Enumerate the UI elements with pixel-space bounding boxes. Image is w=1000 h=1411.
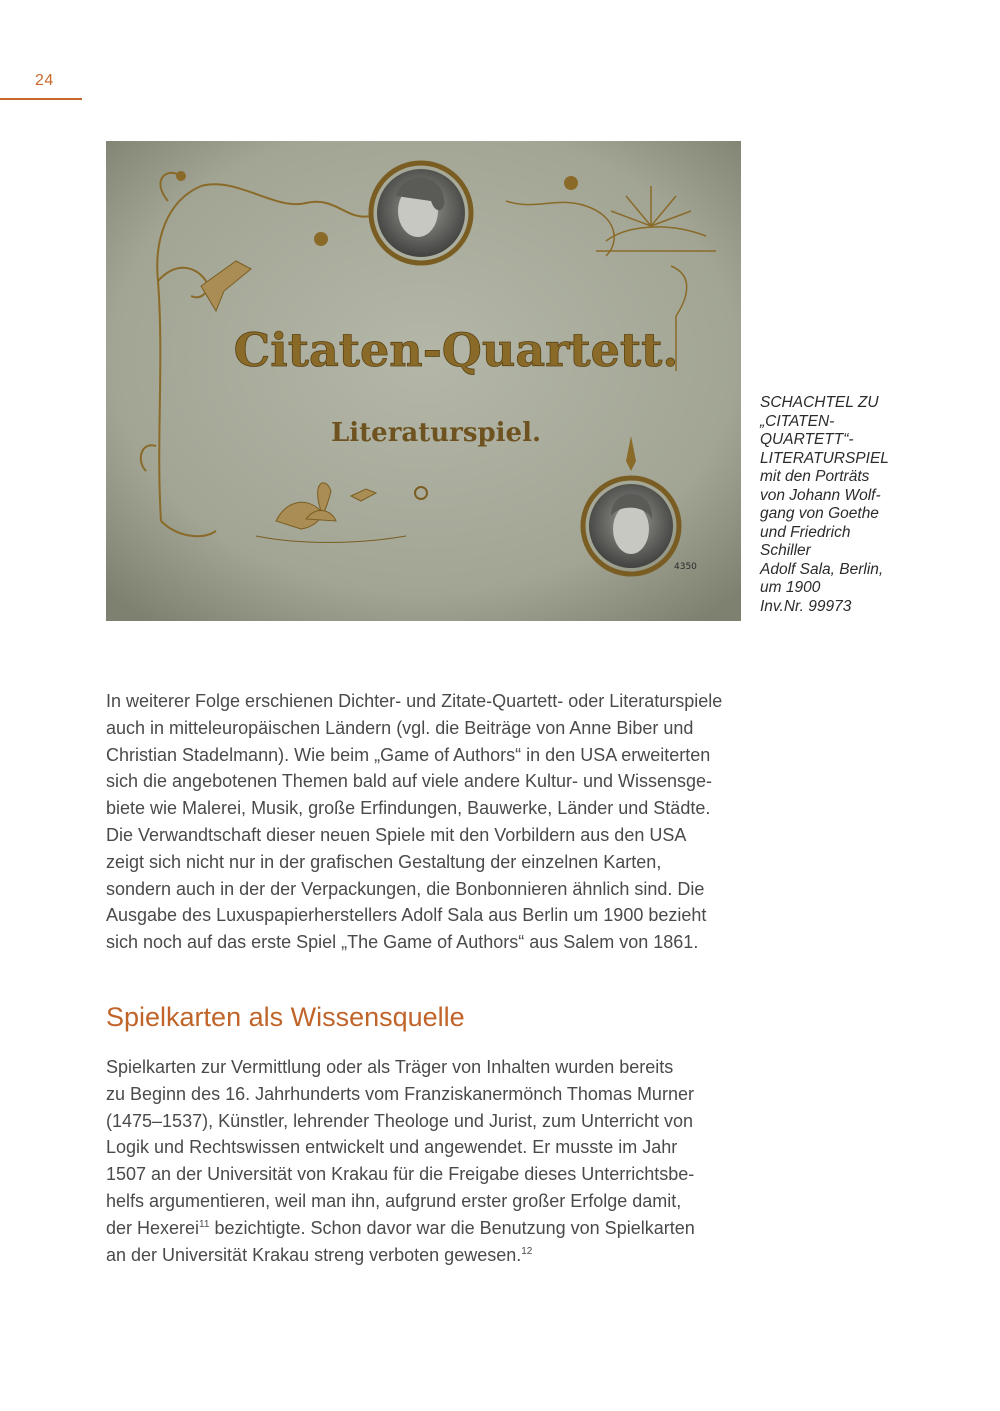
lotus-ornament [314, 232, 328, 246]
page-number: 24 [35, 72, 54, 89]
caption-line: und Friedrich [760, 523, 851, 541]
text-line: 1507 an der Universität von Krakau für die Freigabe dieses Unterrichtsbe- [106, 1164, 695, 1185]
text-line: Logik und Rechtswissen entwickelt und angewendet. Er musste im Jahr [106, 1137, 678, 1158]
caption-line: Schiller [760, 542, 811, 559]
caption-line: von Johann Wolf- [760, 486, 881, 504]
text-line: auch in mitteleuropäischen Ländern (vgl. die Beiträge von Anne Biber und [106, 717, 694, 738]
caption-line: Inv.Nr. 99973 [760, 597, 852, 615]
text-line: zu Beginn des 16. Jahrhunderts vom Franziskanermönch Thomas Murner [106, 1083, 694, 1104]
citaten-quartett-box-image [106, 141, 741, 621]
text-line [106, 1215, 766, 1242]
paragraph-spielkarten [106, 1054, 766, 1268]
text-line [106, 1242, 766, 1269]
box-catalog-number: 4350 [674, 562, 697, 572]
caption-title-line: QUARTETT“- [760, 431, 854, 448]
text-line: zeigt sich nicht nur in der grafischen Gestaltung der einzelnen Karten, [106, 851, 662, 872]
caption-title-line: LITERATURSPIEL [760, 449, 889, 467]
paragraph-dichter-quartett [106, 688, 766, 956]
caption-line: mit den Porträts [760, 468, 870, 485]
section-heading: Spielkarten als Wissensquelle [106, 1002, 465, 1032]
text-segment: der Hexerei [106, 1217, 200, 1238]
lotus-ornament [564, 176, 578, 190]
text-line: sich noch auf das erste Spiel „The Game of Authors“ aus Salem von 1861. [106, 932, 699, 953]
box-subtitle: Literaturspiel. [330, 418, 542, 448]
text-line: sondern auch in der der Verpackungen, die Bonbonnieren ähnlich sind. Die [106, 878, 705, 899]
caption-title-line: „CITATEN- [760, 412, 835, 430]
text-line: Spielkarten zur Vermittlung oder als Träger von Inhalten wurden bereits [106, 1057, 674, 1077]
goethe-portrait-medallion [371, 163, 471, 263]
text-line: In weiterer Folge erschienen Dichter- und Zitate-Quartett- oder Literaturspiele [106, 691, 723, 711]
text-line: (1475–1537), Künstler, lehrender Theologe und Jurist, zum Unterricht von [106, 1110, 694, 1131]
text-line: sich die angebotenen Themen bald auf viele andere Kultur- und Wissensge- [106, 771, 713, 792]
box-title: Citaten-Quartett. [233, 323, 679, 377]
text-line: biete wie Malerei, Musik, große Erfindungen, Bauwerke, Länder und Städte. [106, 798, 711, 819]
footnote-ref-12[interactable]: 12 [521, 1245, 533, 1257]
caption-line: gang von Goethe [760, 505, 879, 522]
text-line: Die Verwandtschaft dieser neuen Spiele mit den Vorbildern aus den USA [106, 824, 687, 845]
figure-caption [760, 394, 910, 616]
text-line: Christian Stadelmann). Wie beim „Game of Authors“ in den USA erweiterten [106, 744, 711, 765]
text-line: helfs argumentieren, weil man ihn, aufgrund erster großer Erfolge damit, [106, 1190, 682, 1211]
text-line: Ausgabe des Luxuspapierherstellers Adolf Sala aus Berlin um 1900 bezieht [106, 905, 707, 926]
caption-line: um 1900 [760, 579, 821, 596]
caption-line: Adolf Sala, Berlin, [760, 560, 884, 578]
footnote-ref-11[interactable]: 11 [199, 1218, 210, 1230]
page-number-rule [0, 98, 82, 100]
text-segment: bezichtigte. Schon davor war die Benutzung von Spielkarten [209, 1217, 695, 1238]
caption-title-line: SCHACHTEL ZU [760, 394, 879, 411]
text-segment: an der Universität Krakau streng verboten gewesen. [106, 1244, 522, 1265]
